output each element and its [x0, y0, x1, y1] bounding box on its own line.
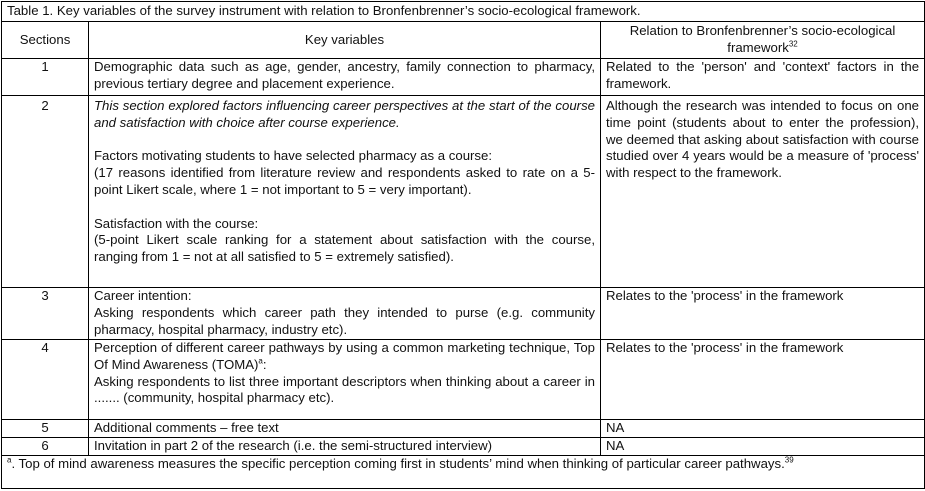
- footnote-mark: a: [7, 455, 12, 465]
- key-variable-heading: Factors motivating students to have selected pharmacy as a course:: [94, 148, 493, 164]
- section-number: 6: [2, 437, 89, 455]
- section-number: 2: [2, 96, 89, 288]
- header-key-variables: Key variables: [89, 22, 601, 59]
- section-description: This section explored factors influencing career perspectives at the start of the course and satisfaction with choice after course experience.: [94, 98, 595, 130]
- key-variables-cell: Invitation in part 2 of the research (i.e. the semi-structured interview): [89, 437, 601, 455]
- table-footnote: [2, 455, 925, 488]
- section-number: 4: [2, 340, 89, 420]
- table-row: [2, 340, 925, 420]
- toma-text: Perception of different career pathways by using a common marketing technique, Top Of Mind Awareness (TOMA): [94, 340, 595, 372]
- key-variables-cell: [89, 288, 601, 340]
- key-variable-heading: Career intention:: [94, 288, 192, 303]
- key-variable-detail: Asking respondents to list three important descriptors when thinking about a career in ....... (community, hospital pharmacy etc).: [94, 373, 595, 406]
- section-number: 5: [2, 420, 89, 438]
- table-row: [2, 420, 925, 438]
- relation-cell: NA: [601, 437, 925, 455]
- footnote-ref: a: [258, 356, 263, 366]
- key-variables-cell: [89, 340, 601, 420]
- key-variables-cell: Additional comments – free text: [89, 420, 601, 438]
- section-number: 3: [2, 288, 89, 340]
- key-variable-heading: [94, 340, 595, 374]
- header-relation-ref: 32: [788, 39, 798, 49]
- relation-cell: NA: [601, 420, 925, 438]
- section-number: 1: [2, 59, 89, 96]
- key-variables-cell: Demographic data such as age, gender, ancestry, family connection to pharmacy, previous tertiary degree and placement experience.: [89, 59, 601, 96]
- table-row: [2, 96, 925, 288]
- table-row: [2, 437, 925, 455]
- table-row: [2, 59, 925, 96]
- header-relation-text: Relation to Bronfenbrenner’s socio-ecological framework: [629, 23, 896, 55]
- footnote-ref: 39: [784, 455, 794, 465]
- colon: :: [262, 356, 267, 372]
- table-row: [2, 288, 925, 340]
- key-variable-detail: Asking respondents which career path they intended to purse (e.g. community pharmacy, hospital pharmacy, industry etc).: [94, 304, 595, 337]
- footnote-text: . Top of mind awareness measures the specific perception coming first in students’ mind when thinking of particular career pathways.: [11, 455, 785, 471]
- header-sections: Sections: [2, 22, 89, 59]
- relation-cell: Related to the 'person' and 'context' factors in the framework.: [601, 59, 925, 96]
- key-variable-heading: Satisfaction with the course:: [94, 215, 259, 231]
- header-relation: [601, 22, 925, 59]
- key-variable-detail: (17 reasons identified from literature review and respondents asked to rate on a 5-point Likert scale, where 1 = not important to 5 = very important).: [94, 165, 595, 197]
- table-title: Table 1. Key variables of the survey instrument with relation to Bronfenbrenner’s socio-ecological framework.: [2, 2, 925, 22]
- survey-table: [1, 1, 925, 489]
- relation-cell: Relates to the 'process' in the framework: [601, 340, 925, 420]
- key-variable-detail: (5-point Likert scale ranking for a statement about satisfaction with the course, ranging from 1 = not at all satisfied to 5 = extremely satisfied).: [94, 232, 595, 265]
- key-variables-cell: [89, 96, 601, 288]
- relation-cell: Relates to the 'process' in the framework: [601, 288, 925, 340]
- relation-cell: Although the research was intended to focus on one time point (students about to enter the profession), we deemed that asking about satisfaction with course studied over 4 years would be a measure of 'process' with respect to the framework.: [601, 96, 925, 288]
